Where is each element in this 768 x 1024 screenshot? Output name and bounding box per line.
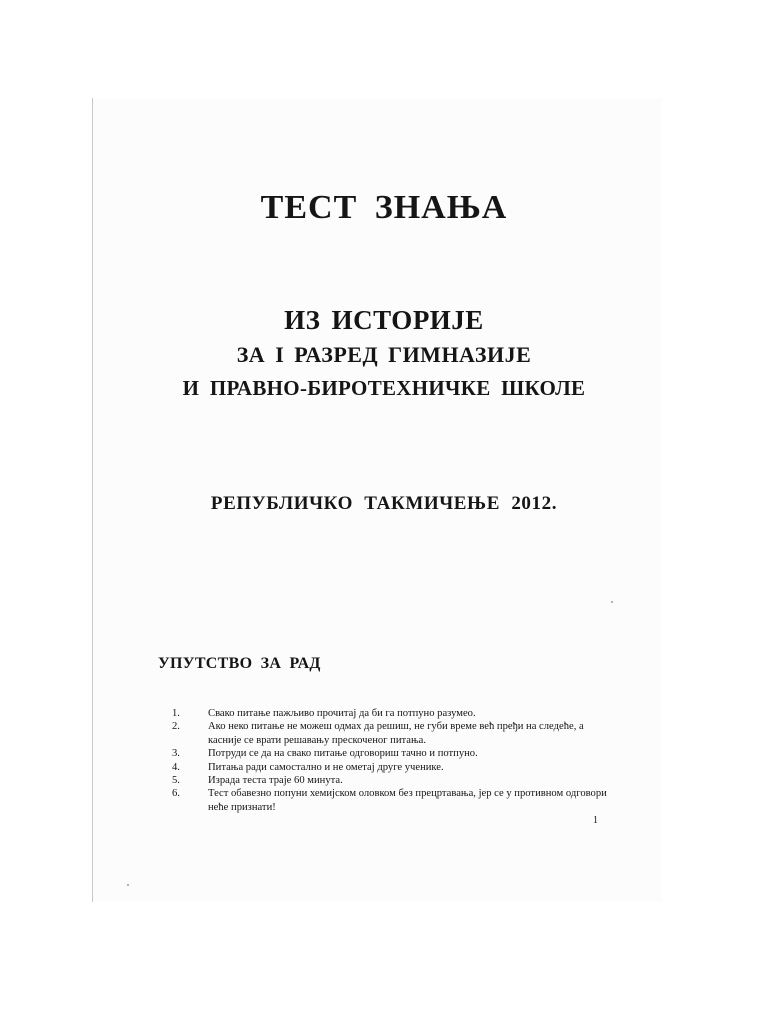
instruction-item (172, 747, 612, 760)
instruction-number: 1. (172, 708, 180, 719)
instruction-text: Ако неко питање не можеш одмах да решиш, не губи време већ пређи на следеће, а касније се врати решавању прескоченог питања. (208, 721, 584, 746)
page-number: 1 (593, 815, 598, 826)
instruction-number: 4. (172, 761, 180, 773)
instruction-text: Израда теста траје 60 минута. (208, 775, 343, 787)
instruction-item (172, 707, 612, 720)
subject-heading: ИЗ ИСТОРИЈЕ (284, 305, 484, 335)
instruction-number: 5. (172, 775, 180, 787)
instruction-item (172, 720, 612, 747)
instruction-text: Свако питање пажљиво прочитај да би га потпуно разумео. (208, 708, 476, 719)
school-heading: И ПРАВНО-БИРОТЕХНИЧКЕ ШКОЛЕ (182, 376, 586, 400)
scan-speck (127, 884, 129, 886)
instructions-heading: УПУТСТВО ЗА РАД (158, 655, 321, 672)
grade-heading: ЗА I РАЗРЕД ГИМНАЗИЈЕ (236, 342, 532, 367)
instruction-text: Потруди се да на свако питање одговориш тачно и потпуно. (208, 748, 478, 760)
scan-speck (611, 601, 613, 603)
instruction-number: 2. (172, 721, 180, 733)
competition-heading: РЕПУБЛИЧКО ТАКМИЧЕЊЕ 2012. (210, 493, 558, 514)
instruction-item (172, 774, 612, 787)
instruction-number: 3. (172, 748, 180, 760)
instructions-list (172, 707, 612, 814)
instruction-item (172, 787, 612, 814)
instruction-text: Тест обавезно попуни хемијском оловком без прецртавања, јер се у противном одговори неће признати! (208, 788, 607, 813)
document-title: ТЕСТ ЗНАЊА (260, 189, 508, 226)
instruction-number: 6. (172, 788, 180, 800)
instruction-item (172, 761, 612, 774)
instruction-text: Питања ради самостално и не ометај друге ученике. (208, 761, 444, 773)
